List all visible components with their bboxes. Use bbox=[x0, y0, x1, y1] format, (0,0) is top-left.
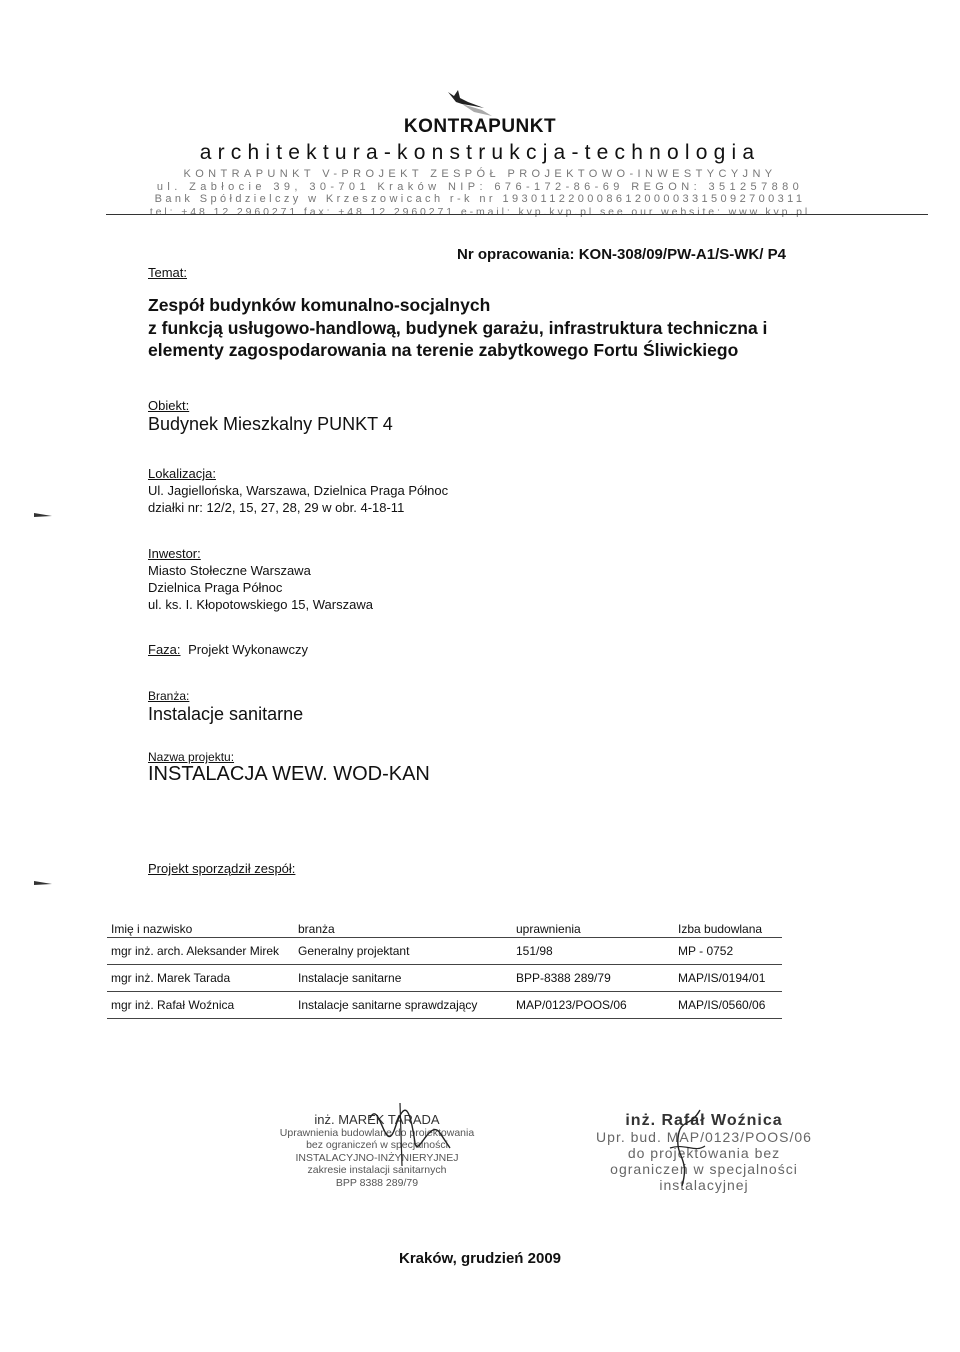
table-cell: mgr inż. arch. Aleksander Mirek bbox=[107, 938, 294, 965]
company-info-line-2: ul. Zabłocie 39, 30-701 Kraków NIP: 676-172-86-69 REGON: 351257880 bbox=[156, 181, 804, 193]
table-cell: MAP/IS/0194/01 bbox=[674, 965, 782, 992]
stamp-line: ograniczeń w specjalności bbox=[610, 1161, 798, 1177]
table-cell: Instalacje sanitarne sprawdzający bbox=[294, 992, 512, 1019]
table-cell: Generalny projektant bbox=[294, 938, 512, 965]
faza-row bbox=[148, 642, 308, 657]
inwestor-line-2: Dzielnica Praga Północ bbox=[148, 580, 283, 595]
lokalizacja-value bbox=[148, 482, 448, 516]
table-cell: 151/98 bbox=[512, 938, 674, 965]
signature-rafal-woznica bbox=[660, 1108, 720, 1188]
company-name: KONTRAPUNKT bbox=[403, 116, 557, 137]
inwestor-line-3: ul. ks. I. Kłopotowskiego 15, Warszawa bbox=[148, 597, 373, 612]
table-cell: MAP/0123/POOS/06 bbox=[512, 992, 674, 1019]
obiekt-label: Obiekt: bbox=[148, 398, 190, 413]
margin-mark bbox=[34, 880, 52, 886]
lokalizacja-label: Lokalizacja: bbox=[148, 466, 216, 481]
table-cell: mgr inż. Marek Tarada bbox=[107, 965, 294, 992]
project-title bbox=[148, 294, 767, 362]
header-divider bbox=[106, 214, 928, 215]
obiekt-value: Budynek Mieszkalny PUNKT 4 bbox=[148, 414, 393, 434]
stamp-line: BPP 8388 289/79 bbox=[335, 1176, 419, 1189]
signature-marek-tarada bbox=[340, 1098, 480, 1168]
table-cell: Instalacje sanitarne bbox=[294, 965, 512, 992]
company-info-line-1: KONTRAPUNKT V-PROJEKT ZESPÓŁ PROJEKTOWO-INWESTYCYJNY bbox=[183, 168, 777, 180]
table-cell: BPP-8388 289/79 bbox=[512, 965, 674, 992]
branza-label: Branża: bbox=[148, 689, 190, 703]
stamp-line: Uprawnienia budowlane do projektowania bbox=[279, 1126, 475, 1139]
faza-label: Faza: bbox=[148, 642, 181, 657]
temat-label: Temat: bbox=[148, 265, 188, 280]
inwestor-value bbox=[148, 562, 373, 613]
column-header-branza: branża bbox=[294, 921, 512, 938]
stamp-name: inż. MAREK TARADA bbox=[314, 1112, 440, 1127]
column-header-uprawnienia: uprawnienia bbox=[512, 921, 674, 938]
project-title-line-2: z funkcją usługowo-handlową, budynek garażu, infrastruktura techniczna i bbox=[148, 317, 768, 338]
margin-mark bbox=[34, 512, 52, 518]
table-row bbox=[107, 938, 782, 965]
place-and-date: Kraków, grudzień 2009 bbox=[399, 1250, 561, 1267]
stamp-line: bez ograniczeń w specjalności bbox=[306, 1139, 448, 1151]
column-header-izba: Izba budowlana bbox=[674, 921, 782, 938]
stamp-name: inż. Rafał Woźnica bbox=[625, 1112, 783, 1129]
column-header-name: Imię i nazwisko bbox=[107, 921, 294, 938]
inwestor-label: Inwestor: bbox=[148, 546, 201, 561]
table-cell: MP - 0752 bbox=[674, 938, 782, 965]
table-row bbox=[107, 965, 782, 992]
stamp-line: instalacyjnej bbox=[659, 1177, 749, 1193]
document-number: Nr opracowania: KON-308/09/PW-A1/S-WK/ P4 bbox=[457, 246, 786, 263]
team-label: Projekt sporządził zespół: bbox=[148, 861, 296, 876]
lokalizacja-line-1: Ul. Jagiellońska, Warszawa, Dzielnica Praga Północ bbox=[148, 483, 449, 498]
stamp-line: INSTALACYJNO-INŻYNIERYJNEJ bbox=[295, 1151, 459, 1164]
table-row bbox=[107, 992, 782, 1019]
table-header-row bbox=[107, 921, 782, 938]
project-title-line-1: Zespół budynków komunalno-socjalnych bbox=[148, 295, 491, 315]
team-table bbox=[107, 921, 782, 1019]
project-title-line-3: elementy zagospodarowania na terenie zabytkowego Fortu Śliwickiego bbox=[148, 340, 739, 360]
lokalizacja-line-2: działki nr: 12/2, 15, 27, 28, 29 w obr. 4-18-11 bbox=[148, 500, 405, 515]
table-cell: mgr inż. Rafał Woźnica bbox=[107, 992, 294, 1019]
inwestor-line-1: Miasto Stołeczne Warszawa bbox=[148, 563, 311, 578]
branza-value: Instalacje sanitarne bbox=[148, 704, 304, 724]
table-cell: MAP/IS/0560/06 bbox=[674, 992, 782, 1019]
company-info-line-3: Bank Spółdzielczy w Krzeszowicach r-k nr 19301122000861200003315092700311 bbox=[154, 193, 806, 205]
stamp-line: zakresie instalacji sanitarnych bbox=[307, 1164, 447, 1176]
company-info-line-4: tel: +48 12 2960271 fax: +48 12 2960271 e-mail: kvp.kvp.pl see our website: www.kvp.pl bbox=[149, 206, 811, 218]
nazwa-label: Nazwa projektu: bbox=[148, 750, 235, 764]
stamp-line: Upr. bud. MAP/0123/POOS/06 bbox=[596, 1129, 812, 1145]
faza-value: Projekt Wykonawczy bbox=[188, 642, 308, 657]
company-tagline: architektura-konstrukcja-technologia bbox=[199, 141, 761, 164]
company-logo bbox=[444, 86, 494, 120]
stamp-line: do projektowania bez bbox=[627, 1145, 781, 1161]
nazwa-value: INSTALACJA WEW. WOD-KAN bbox=[148, 763, 430, 785]
